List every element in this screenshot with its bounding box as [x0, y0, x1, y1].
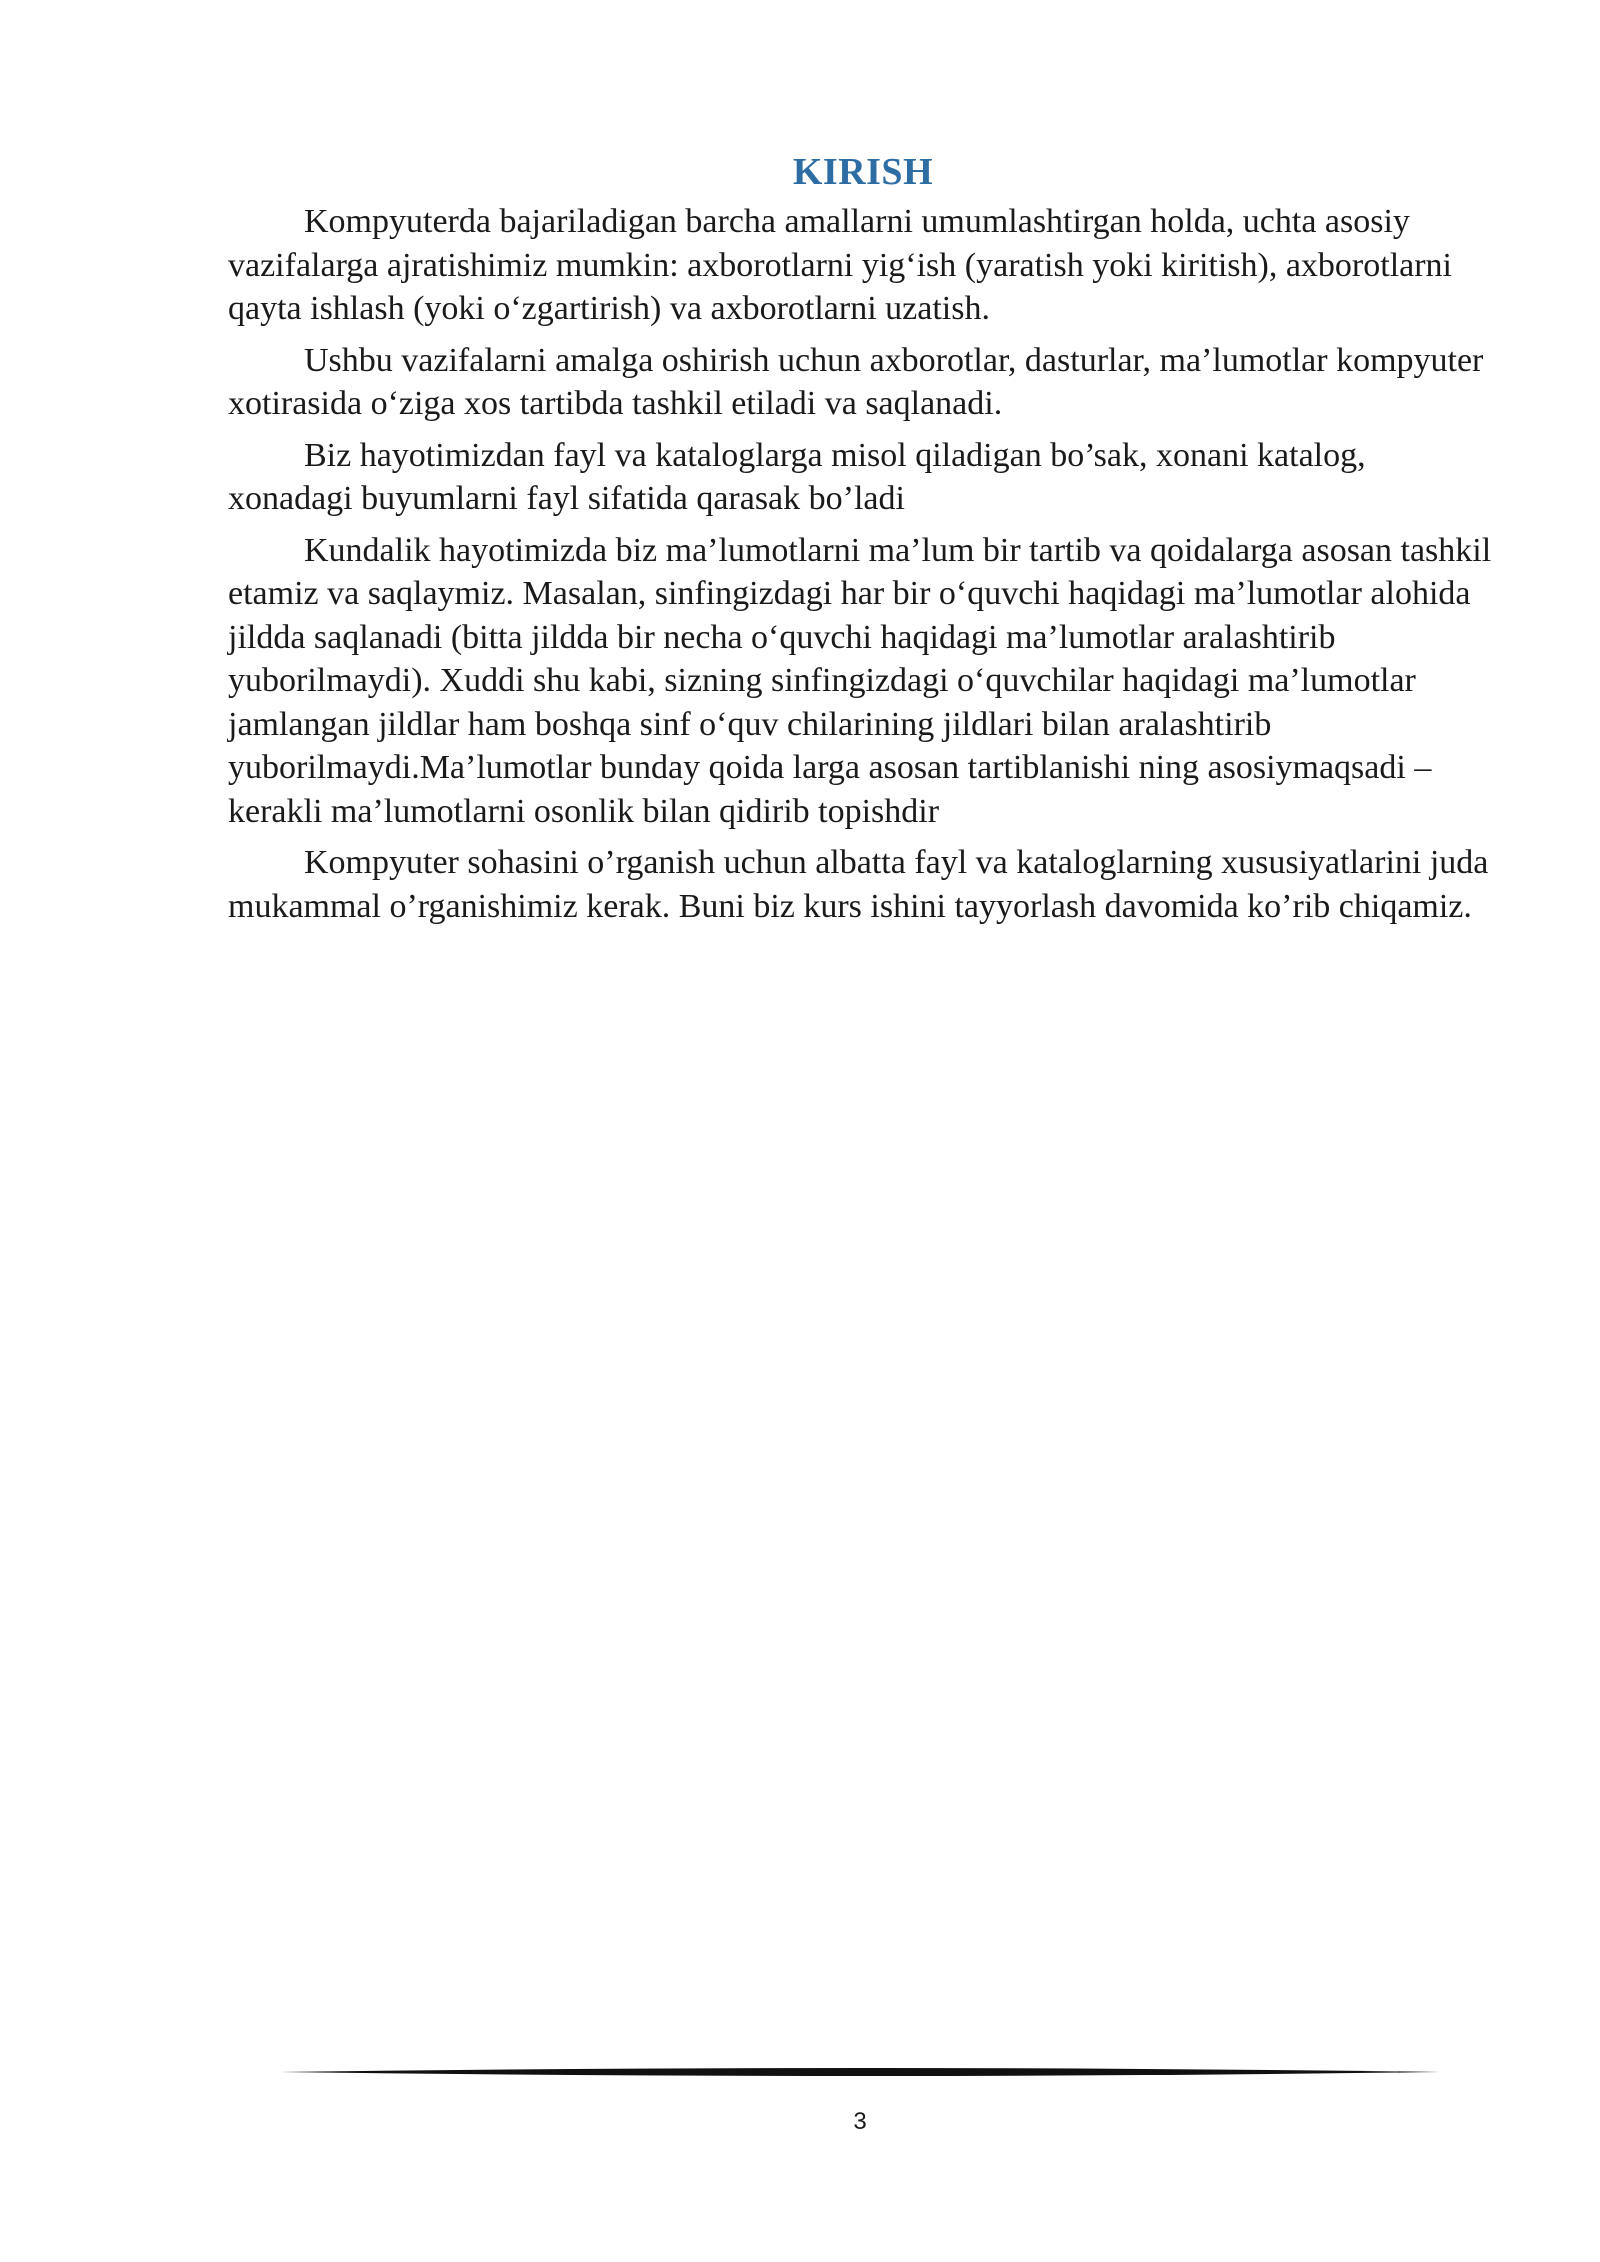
paragraph-2: Ushbu vazifalarni amalga oshirish uchun axborotlar, dasturlar, ma’lumotlar kompyuter xotirasida o‘ziga xos tartibda tashkil etiladi va saqlanadi. — [228, 341, 1484, 422]
paragraph-3: Biz hayotimizdan fayl va kataloglarga misol qiladigan bo’sak, xonani katalog, xonadagi buyumlarni fayl sifatida qarasak bo’ladi — [228, 436, 1366, 517]
paragraph-1: Kompyuterda bajariladigan barcha amallarni umumlashtirgan holda, uchta asosiy vazifalarga ajratishimiz mumkin: axborotlarni yig‘ish (yaratish yoki kiritish), axborotlarni qayta ishlash (yoki o‘zgartirish) va axborotlarni uzatish. — [228, 203, 1452, 327]
paragraph-5: Kompyuter sohasini o’rganish uchun albatta fayl va kataloglarning xususiyatlarini juda mukammal o’rganishimiz kerak. Buni biz kurs ishini tayyorlash davomida ko’rib chiqamiz. — [228, 844, 1489, 925]
footer-divider — [280, 2063, 1440, 2081]
section-heading: KIRISH — [792, 151, 934, 193]
page-number: 3 — [853, 2108, 867, 2135]
paragraph-4: Kundalik hayotimizda biz ma’lumotlarni ma’lum bir tartib va qoidalarga asosan tashkil etamiz va saqlaymiz. Masalan, sinfingizdagi har bir o‘quvchi haqidagi ma’lumotlar alohida jildda saqlanadi (bitta jildda bir necha o‘quvchi haqidagi ma’lumotlar aralashtirib yuborilmaydi). Xuddi shu kabi, sizning sinfingizdagi o‘quvchilar haqidagi ma’lumotlar jamlangan jildlar ham boshqa sinf o‘quv chilarining jildlari bilan aralashtirib yuborilmaydi.Ma’lumotlar bunday qoida larga asosan tartiblanishi ning asosiymaqsadi – kerakli ma’lumotlarni osonlik bilan qidirib topishdir — [228, 531, 1492, 830]
page-body — [228, 150, 1498, 936]
